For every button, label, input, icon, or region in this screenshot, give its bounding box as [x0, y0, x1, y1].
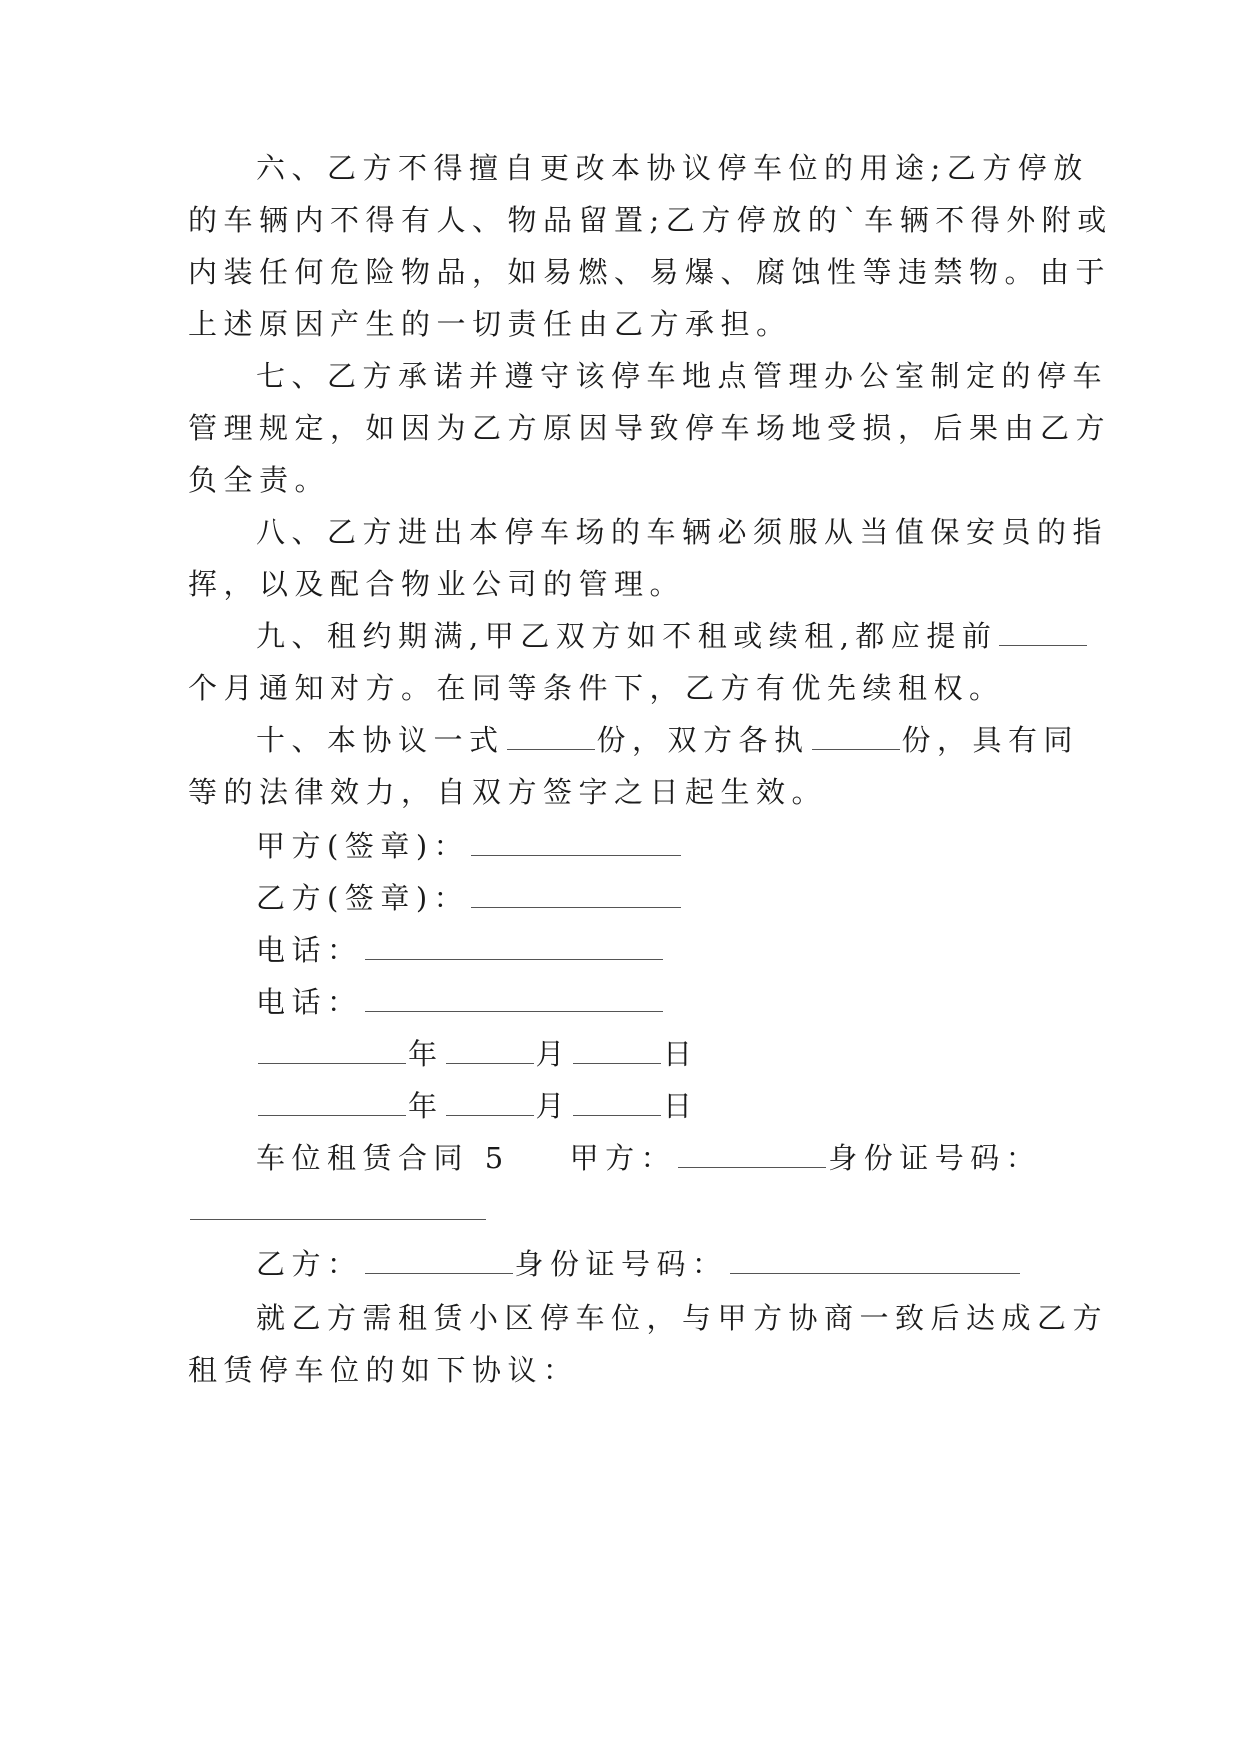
clause-seven-line-1: 七、乙方承诺并遵守该停车地点管理办公室制定的停车 [256, 359, 1109, 393]
contract-five-title: 车位租赁合同 5 [256, 1141, 510, 1175]
party-a-name-blank [678, 1143, 826, 1168]
clause-eight-line-2: 挥，以及配合物业公司的管理。 [188, 567, 686, 601]
phone-blank-1 [365, 935, 663, 960]
date-year-label-1: 年 [408, 1037, 444, 1071]
clause-ten-line-2: 等的法律效力，自双方签字之日起生效。 [188, 775, 828, 809]
date-day-label-1: 日 [663, 1037, 699, 1071]
clause-ten-line-1 [256, 720, 1116, 760]
date-year-blank-1 [258, 1039, 406, 1064]
clause-six-line-3: 内装任何危险物品，如易燃、易爆、腐蚀性等违禁物。由于 [188, 255, 1112, 289]
phone-line-2 [256, 982, 1116, 1022]
party-b-id-blank [730, 1249, 1020, 1274]
clause-six-line-4: 上述原因产生的一切责任由乙方承担。 [188, 307, 792, 341]
date-month-label-2: 月 [535, 1089, 572, 1123]
clause-ten-part-2: 份，双方各执 [596, 723, 810, 757]
clause-nine-line-1 [256, 616, 1116, 656]
clause-ten-part-3: 份，具有同 [901, 723, 1080, 757]
date-line-1 [256, 1034, 1116, 1074]
clause-eight-line-1: 八、乙方进出本停车场的车辆必须服从当值保安员的指 [256, 515, 1109, 549]
date-year-blank-2 [258, 1091, 406, 1116]
clause-seven-line-3: 负全责。 [188, 463, 331, 497]
contract-five-id-label-b: 身份证号码： [514, 1247, 728, 1281]
clause-seven-line-2: 管理规定，如因为乙方原因导致停车场地受损，后果由乙方 [188, 411, 1112, 445]
date-day-label-2: 日 [663, 1089, 699, 1123]
date-month-blank-1 [446, 1039, 534, 1064]
date-month-blank-2 [446, 1091, 534, 1116]
contract-five-id-label-a: 身份证号码： [828, 1141, 1042, 1175]
contract-five-intro-line-2: 租赁停车位的如下协议： [188, 1353, 579, 1387]
party-b-signature-blank [471, 883, 681, 908]
phone-label-2: 电话： [256, 985, 363, 1019]
party-a-id-line [188, 1190, 1048, 1230]
copies-total-blank [507, 725, 595, 750]
party-a-signature-label: 甲方(签章)： [256, 829, 470, 863]
contract-five-header-line [256, 1138, 1116, 1178]
party-b-signature-label: 乙方(签章)： [256, 881, 470, 915]
clause-six-line-1: 六、乙方不得擅自更改本协议停车位的用途;乙方停放 [256, 151, 1089, 185]
contract-five-intro-line-1: 就乙方需租赁小区停车位，与甲方协商一致后达成乙方 [256, 1301, 1109, 1335]
party-b-signature-line [256, 878, 1116, 918]
clause-six-line-2: 的车辆内不得有人、物品留置;乙方停放的`车辆不得外附或 [188, 203, 1113, 237]
party-a-id-blank [190, 1195, 486, 1220]
phone-line-1 [256, 930, 1116, 970]
notice-months-blank [999, 621, 1087, 646]
date-day-blank-2 [573, 1091, 661, 1116]
party-a-signature-line [256, 826, 1116, 866]
contract-five-party-a-label: 甲方： [569, 1141, 677, 1175]
date-day-blank-1 [573, 1039, 661, 1064]
clause-nine-line-2: 个月通知对方。在同等条件下，乙方有优先续租权。 [188, 671, 1005, 705]
clause-ten-part-1: 十、本协议一式 [256, 723, 505, 757]
clause-nine-text: 九、租约期满,甲乙双方如不租或续租,都应提前 [256, 619, 998, 653]
date-year-label-2: 年 [408, 1089, 444, 1123]
party-a-signature-blank [471, 831, 681, 856]
contract-five-party-b-line [256, 1244, 1116, 1284]
phone-blank-2 [365, 987, 663, 1012]
phone-label-1: 电话： [256, 933, 363, 967]
date-line-2 [256, 1086, 1116, 1126]
party-b-name-blank [365, 1249, 513, 1274]
contract-five-party-b-label: 乙方： [256, 1247, 363, 1281]
date-month-label-1: 月 [535, 1037, 572, 1071]
copies-each-blank [812, 725, 900, 750]
